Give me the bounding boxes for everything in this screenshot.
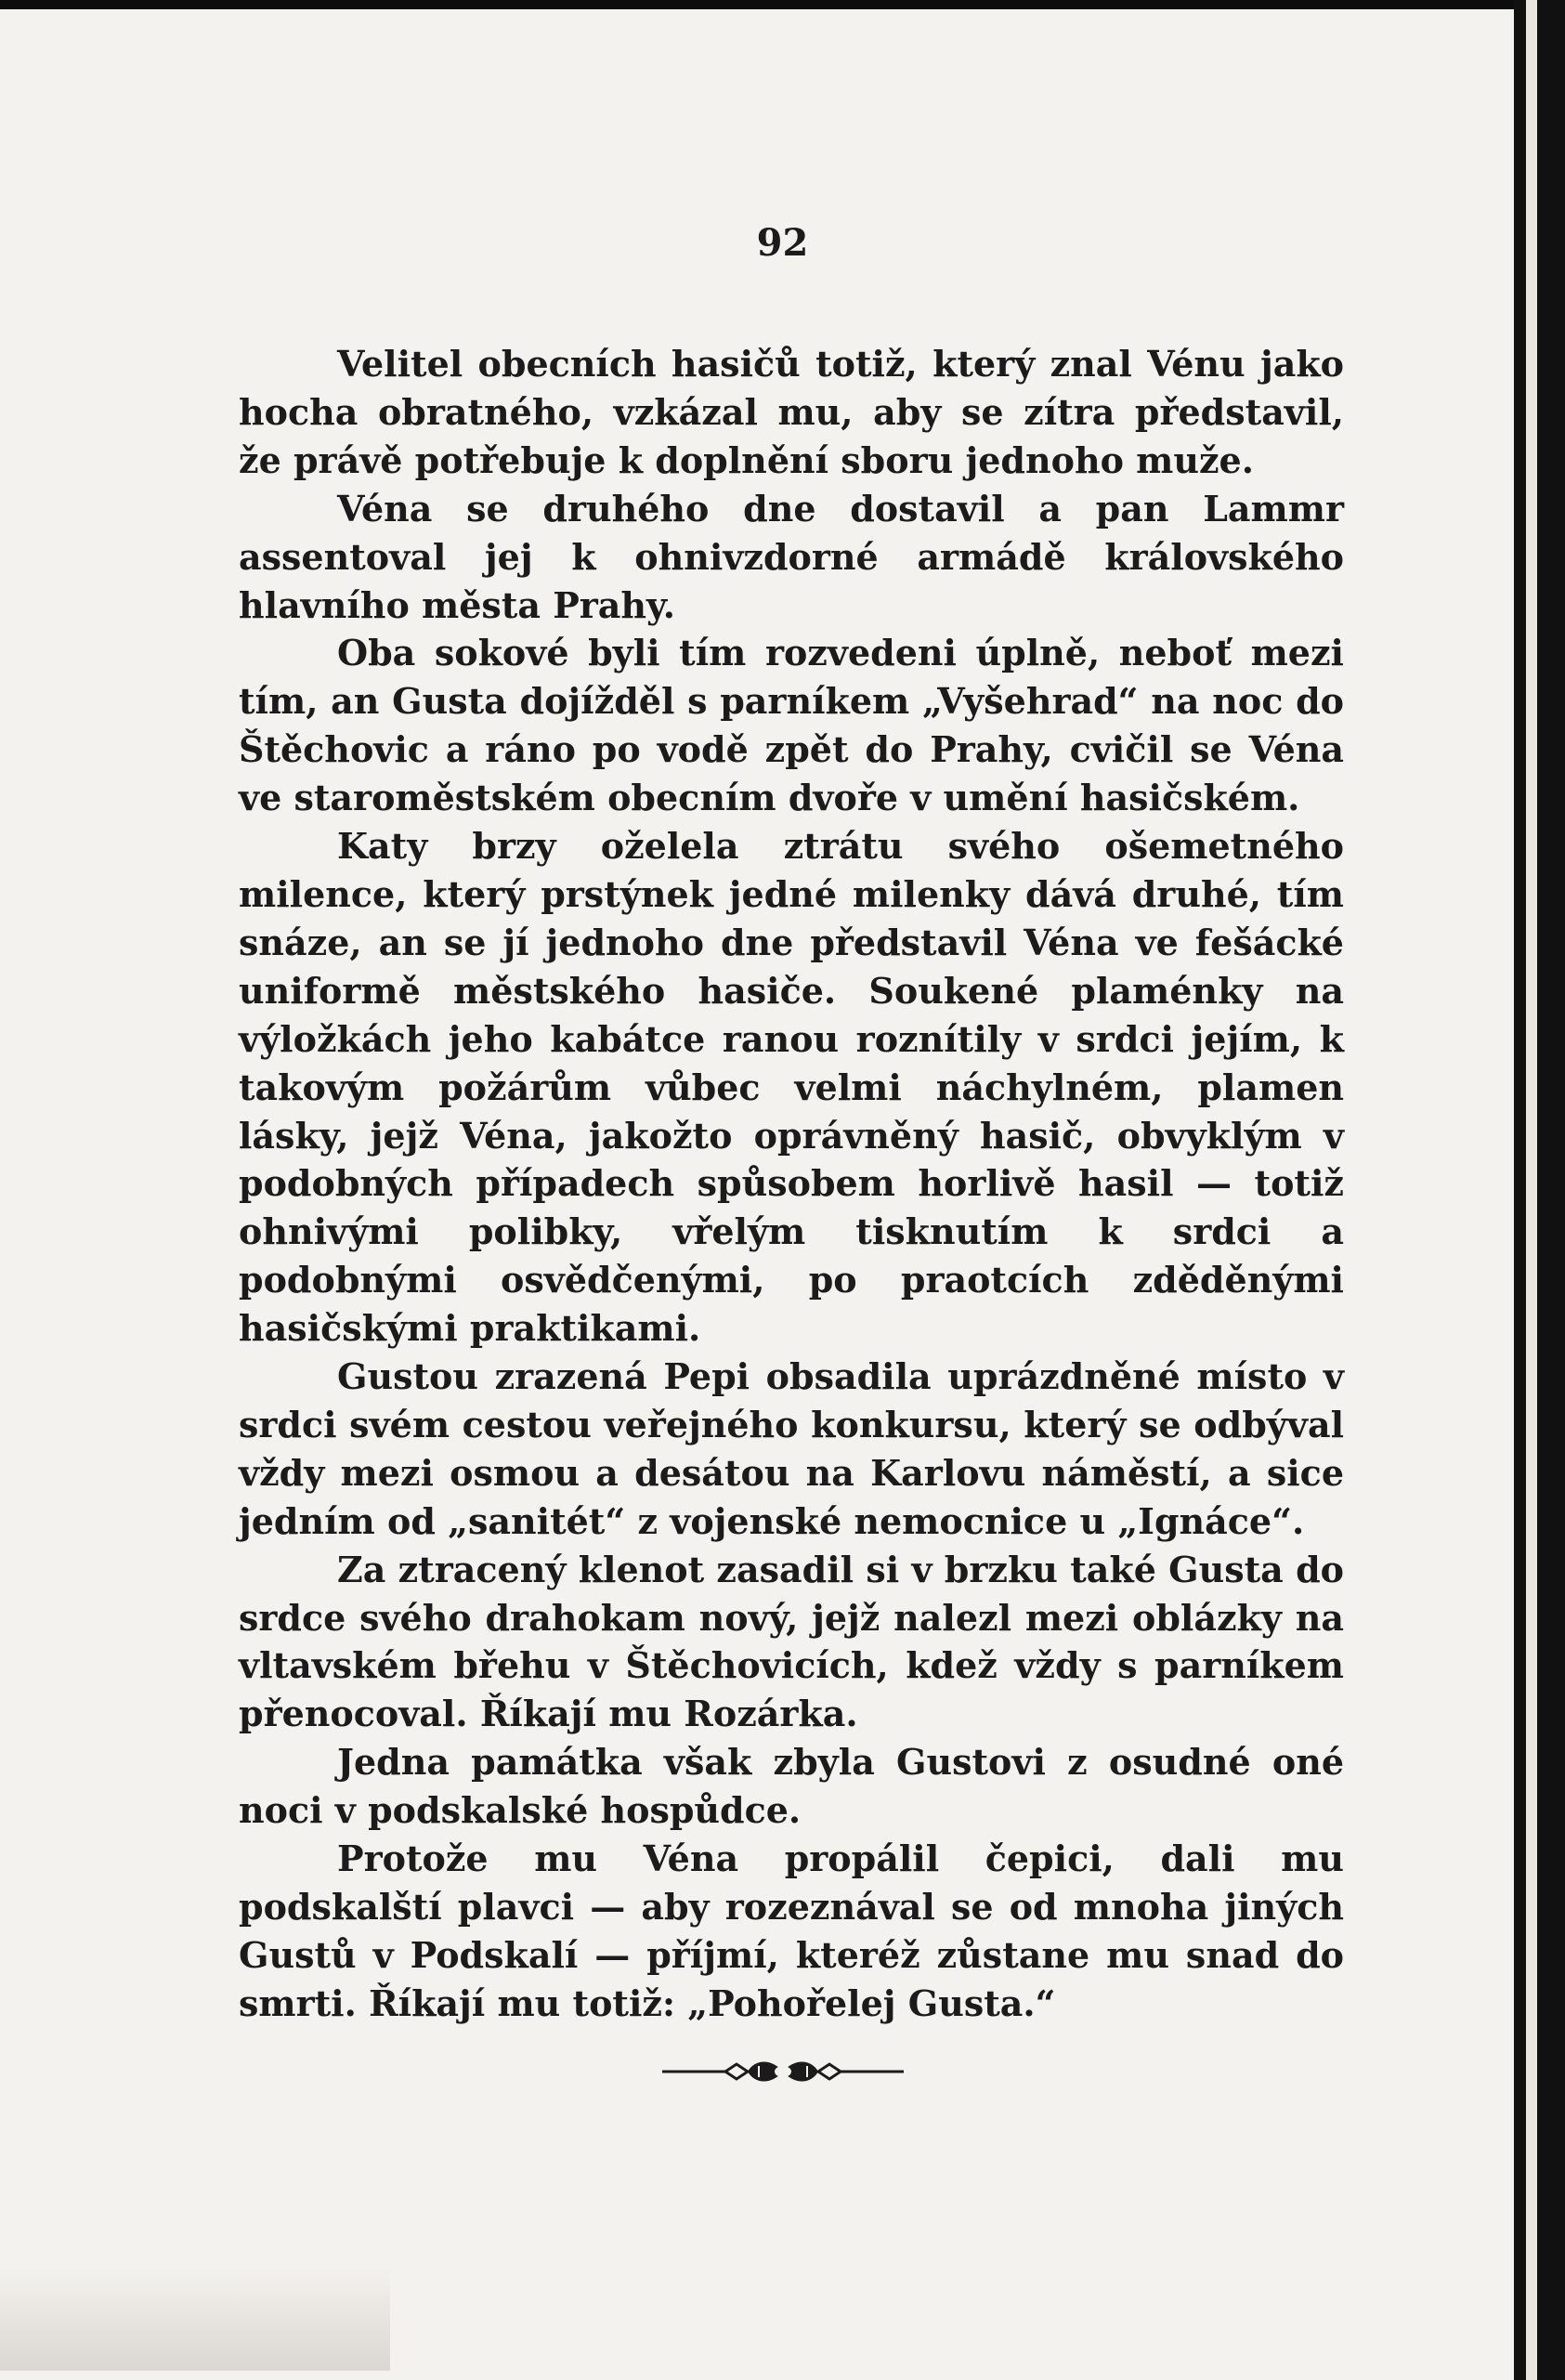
page-shadow: [0, 2267, 390, 2371]
paragraph: Za ztracený klenot zasadil si v brzku také Gusta do srdce svého drahokam nový, jejž nalezl mezi oblázky na vltavském břehu v Štěchovicích, kdež vždy s parníkem přenocoval. Říkají mu Rozárka.: [239, 1548, 1344, 1735]
scan-edge: [1514, 0, 1565, 2380]
body-text: [239, 340, 1344, 2028]
decorative-ornament-icon: [0, 2053, 1565, 2090]
paragraph: Katy brzy oželela ztrátu svého ošemetného milence, který prstýnek jedné milenky dává druhé, tím snáze, an se jí jednoho dne představil Véna ve fešácké uniformě městského hasiče. Soukené plaménky na výložkách jeho kabátce ranou roznítily v srdci jejím, k takovým požárům vůbec velmi náchylném, plamen lásky, jejž Véna, jakožto oprávněný hasič, obvyklým v podobných případech spůsobem horlivě hasil — totiž ohnivými polibky, vřelým tisknutím k srdci a podobnými osvědčenými, po praotcích zděděnými hasičskými praktikami.: [239, 825, 1344, 1350]
page-number: 92: [756, 221, 809, 265]
paragraph: Gustou zrazená Pepi obsadila uprázdněné místo v srdci svém cestou veřejného konkursu, který se odbýval vždy mezi osmou a desátou na Karlovu náměstí, a sice jedním od „sanitét“ z vojenské nemocnice u „Ignáce“.: [239, 1355, 1344, 1542]
paragraph: Véna se druhého dne dostavil a pan Lammr assentoval jej k ohnivzdorné armádě královského hlavního města Prahy.: [239, 487, 1344, 626]
paragraph: Oba sokové byli tím rozvedeni úplně, neboť mezi tím, an Gusta dojížděl s parníkem „Vyšehrad“ na noc do Štěchovic a ráno po vodě zpět do Prahy, cvičil se Véna ve staroměstském obecním dvoře v umění hasičském.: [239, 632, 1344, 819]
paragraph: Velitel obecních hasičů totiž, který znal Vénu jako hocha obratného, vzkázal mu, aby se zítra představil, že právě potřebuje k doplnění sboru jednoho muže.: [239, 343, 1344, 481]
paragraph: Jedna památka však zbyla Gustovi z osudné oné noci v podskalské hospůdce.: [239, 1741, 1344, 1832]
page-edge-strip: [1526, 0, 1537, 2380]
paragraph: Protože mu Véna propálil čepici, dali mu podskalští plavci — aby rozeznával se od mnoha jiných Gustů v Podskalí — příjmí, kteréž zůstane mu snad do smrti. Říkají mu totiž: „Pohořelej Gusta.“: [239, 1837, 1344, 2024]
